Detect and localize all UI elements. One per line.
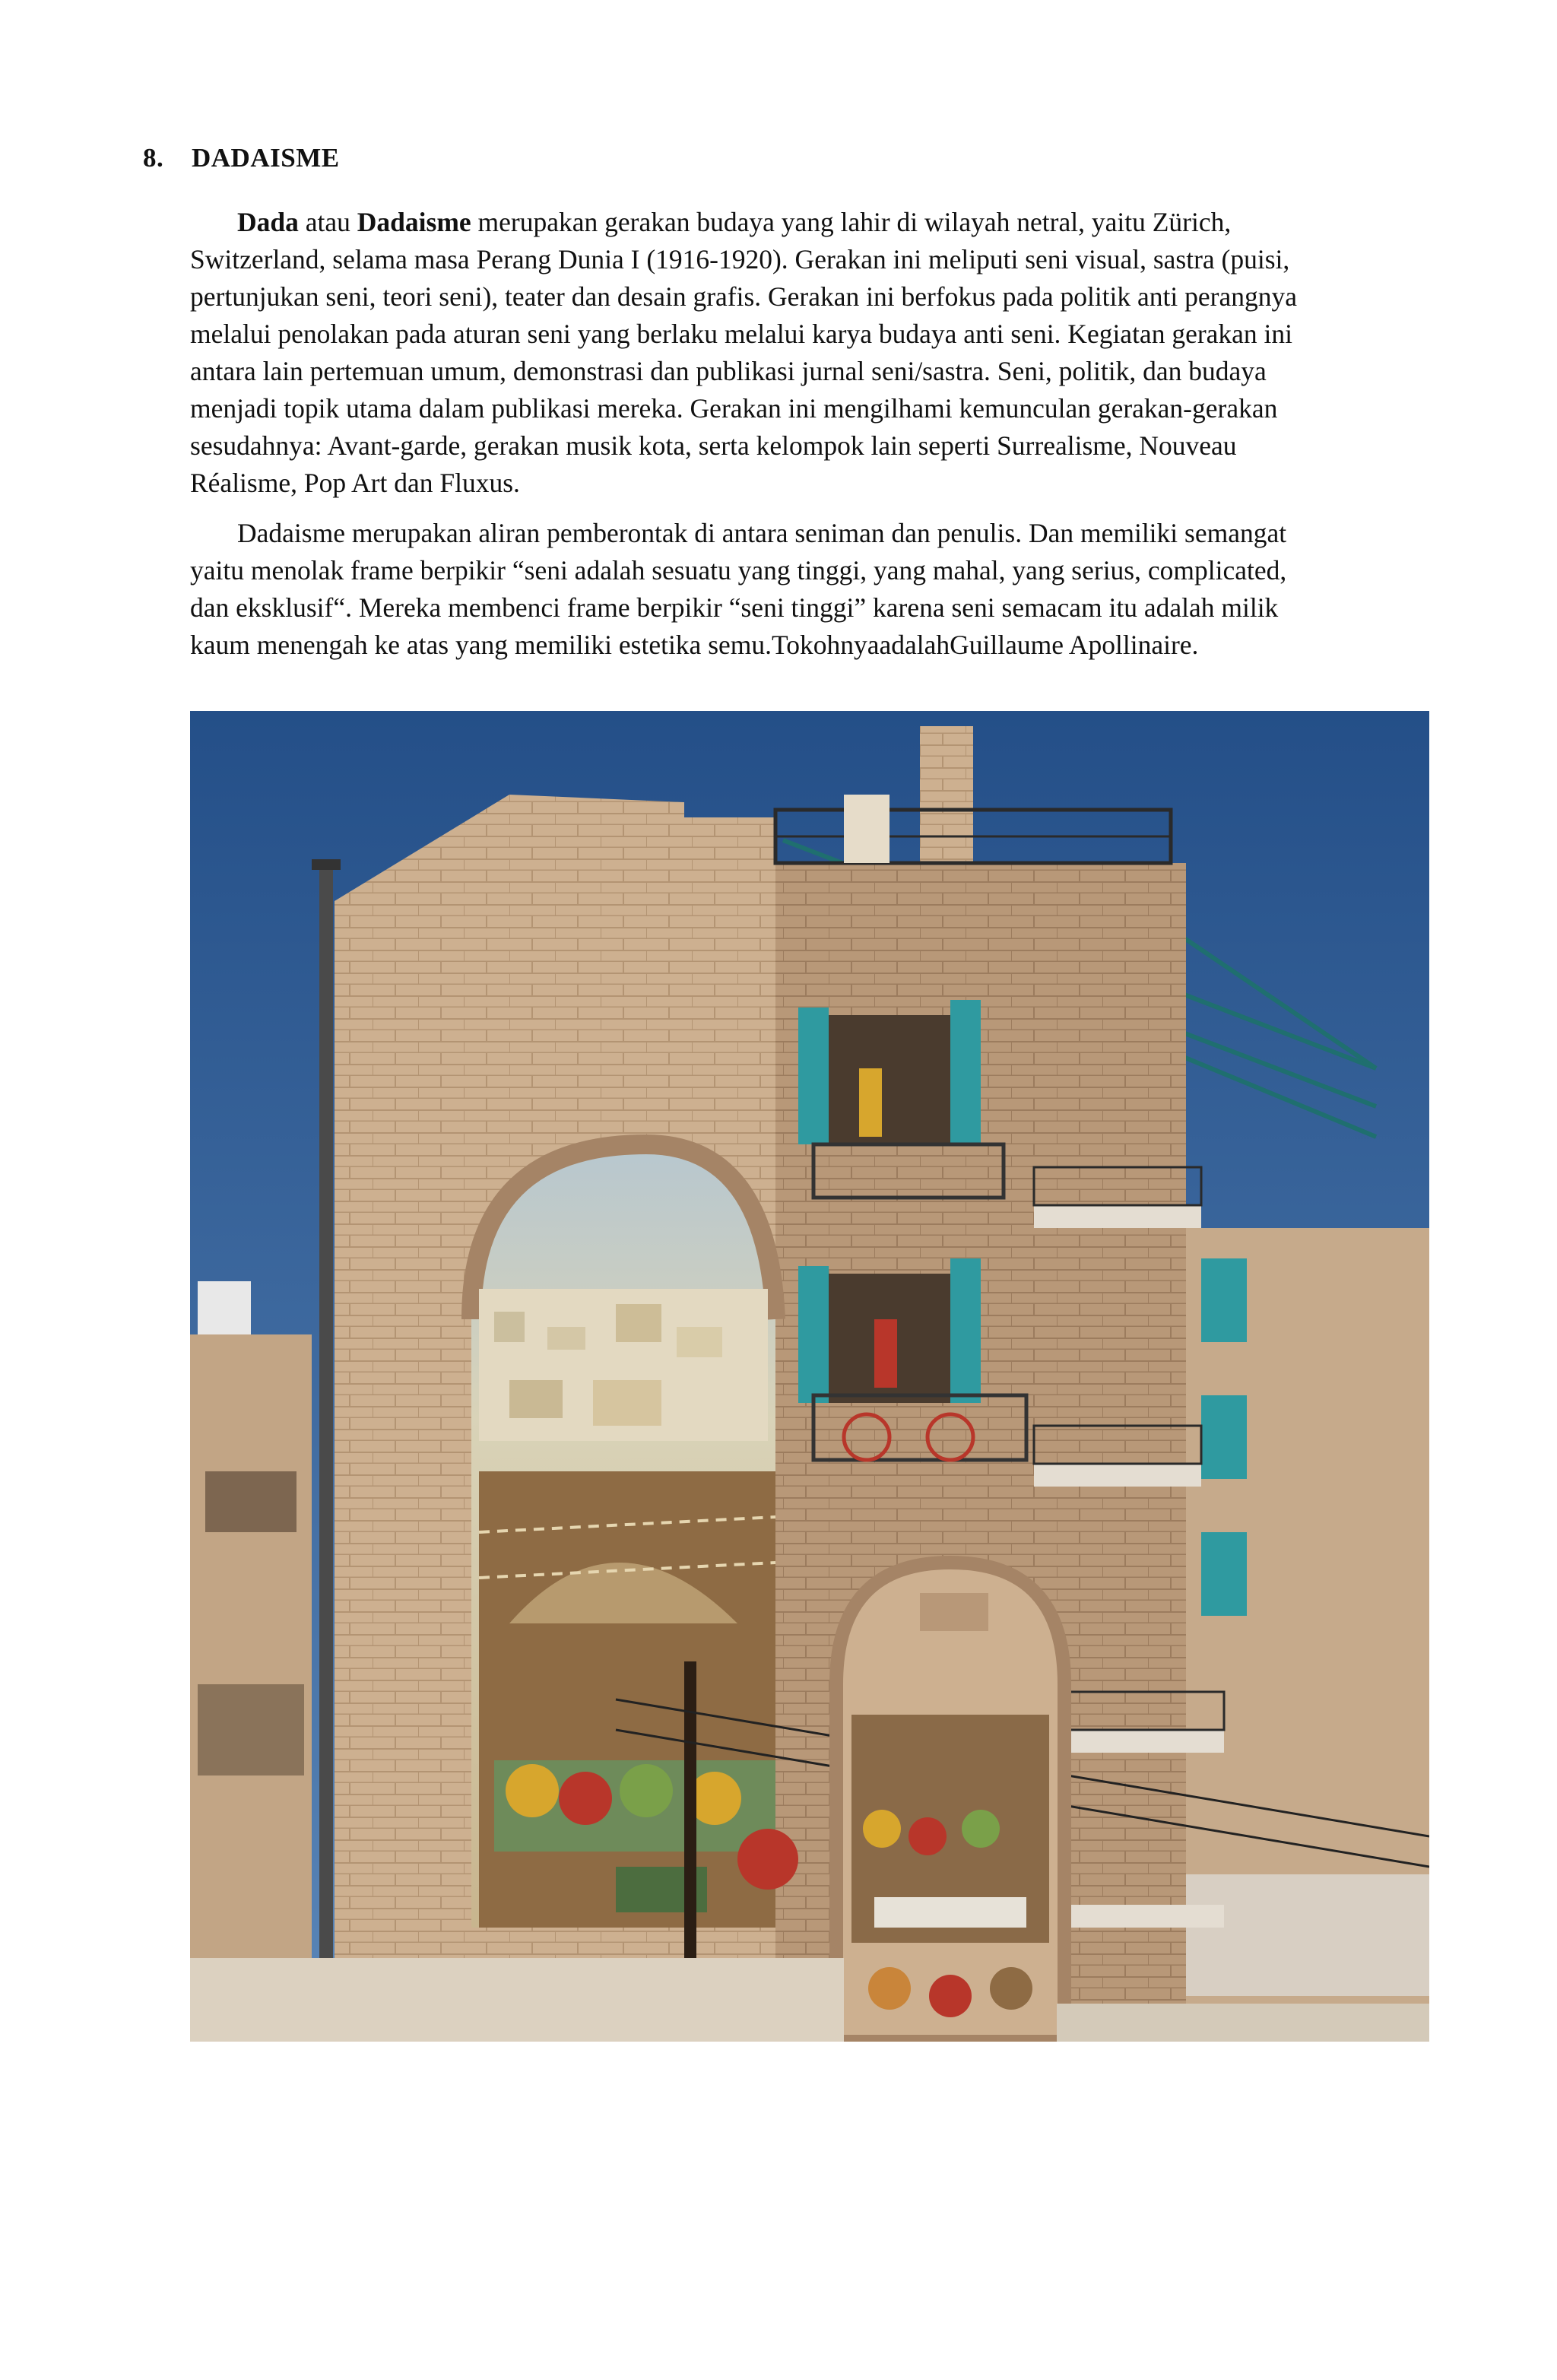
paragraph-line: Réalisme, Pop Art dan Fluxus. [190,468,520,498]
paragraph-line: antara lain pertemuan umum, demonstrasi dan publikasi jurnal seni/sastra. Seni, politik, dan budaya [190,356,1267,386]
mural-photo [190,711,1429,2042]
section-number: 8. [143,143,164,173]
paragraph-line: dan eksklusif“. Mereka membenci frame berpikir “seni tinggi” karena seni semacam itu adalah milik [190,592,1279,623]
paragraph-dadaisme-definition [190,204,1452,502]
paragraph-line [190,204,1452,241]
paragraph-text: merupakan gerakan budaya yang lahir di wilayah netral, yaitu Zürich, [471,207,1232,237]
paragraph-line: menjadi topik utama dalam publikasi mereka. Gerakan ini mengilhami kemunculan gerakan-gerakan [190,393,1278,424]
term-dada: Dada [237,207,299,237]
chimney-pipe [319,863,333,2042]
paragraph-line: sesudahnya: Avant-garde, gerakan musik kota, serta kelompok lain seperti Surrealisme, Nouveau [190,430,1237,461]
paragraph-line: yaitu menolak frame berpikir “seni adalah sesuatu yang tinggi, yang mahal, yang serius, complicated, [190,555,1287,585]
paragraph-line: Switzerland, selama masa Perang Dunia I (1916-1920). Gerakan ini meliputi seni visual, sastra (puisi, [190,244,1290,274]
section-title: DADAISME [192,143,340,173]
term-dadaisme: Dadaisme [357,207,471,237]
ground-wall [190,1958,844,2042]
paragraph-dadaisme-spirit [190,515,1452,664]
painted-market [479,1471,798,1928]
section-heading [143,143,340,173]
paragraph-line: kaum menengah ke atas yang memiliki estetika semu.TokohnyaadalahGuillaume Apollinaire. [190,630,1199,660]
paragraph-line: Dadaisme merupakan aliran pemberontak di antara seniman dan penulis. Dan memiliki semangat [237,518,1287,548]
paragraph-text: atau [298,207,357,237]
paragraph-line: pertunjukan seni, teori seni), teater dan desain grafis. Gerakan ini berfokus pada politik anti perangnya [190,281,1297,312]
painted-hill-town [479,1289,768,1441]
paragraph-line: melalui penolakan pada aturan seni yang berlaku melalui karya budaya anti seni. Kegiatan gerakan ini [190,319,1293,349]
